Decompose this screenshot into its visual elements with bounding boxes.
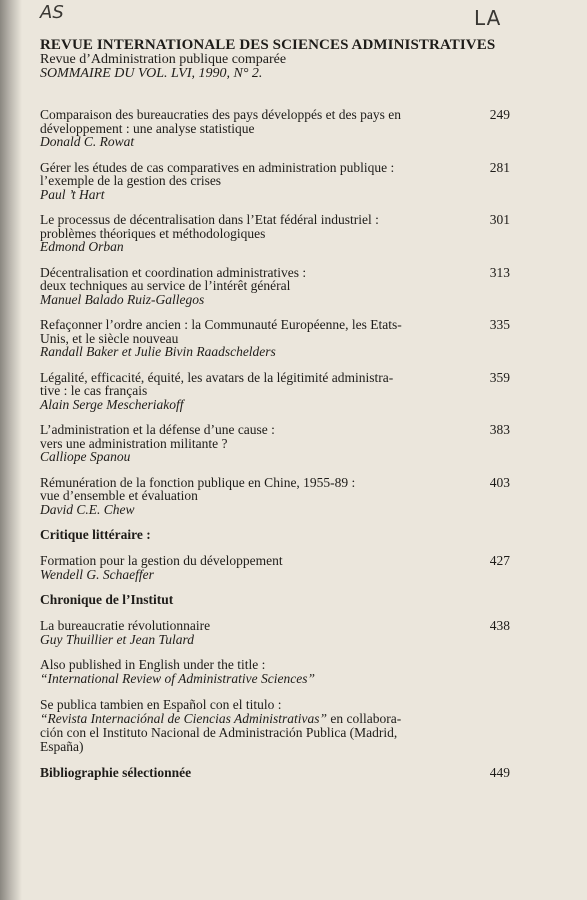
entry-author: Calliope Spanou	[40, 449, 131, 464]
journal-header	[40, 38, 560, 81]
entry-author: Guy Thuillier et Jean Tulard	[40, 631, 194, 647]
toc-entry	[40, 266, 510, 307]
binding-shadow	[0, 0, 22, 900]
entry-author: Wendell G. Schaeffer	[40, 566, 154, 582]
entry-page: 438	[489, 618, 510, 633]
handwritten-mark-left: AS	[40, 2, 64, 23]
entry-page: 281	[489, 159, 510, 175]
entry-author: Alain Serge Mescheriakoff	[40, 396, 184, 412]
toc-entry	[40, 619, 510, 646]
entry-author: David C.E. Chew	[40, 501, 135, 517]
toc-entry	[40, 318, 510, 359]
entry-page: 359	[489, 369, 510, 385]
entry-author: Donald C. Rowat	[40, 134, 135, 149]
entry-title: Gérer les études de cas comparatives en administration publique : l’exemple de la gestion des crises	[40, 159, 395, 188]
journal-subtitle: Revue d’Administration publique comparée	[40, 52, 287, 67]
entry-author: Edmond Orban	[40, 239, 124, 254]
entry-title: Légalité, efficacité, équité, les avatars de la légitimité administra- tive : le cas français	[40, 369, 394, 398]
entry-title: Rémunération de la fonction publique en Chine, 1955-89 : vue d’ensemble et évaluation	[40, 474, 356, 503]
entry-title: Comparaison des bureaucraties des pays développés et des pays en développement : une analyse statistique	[40, 107, 402, 136]
entry-title: La bureaucratie révolutionnaire	[40, 618, 211, 633]
spanish-edition-note: Se publica tambien en Español con el titulo : “Revista Internaciónal de Ciencias Administrativas” en collabora- ción con el Instituto Nacional de Administración Publica (Madrid, España)	[40, 697, 402, 754]
handwritten-mark-right: LA	[474, 6, 502, 30]
english-edition-note: Also published in English under the title : “International Review of Administrative Sciences”	[40, 657, 315, 686]
entry-page: 313	[489, 264, 510, 280]
bibliography-page: 449	[489, 765, 510, 780]
entry-page: 335	[489, 317, 510, 332]
entry-author: Randall Baker et Julie Bivin Raadschelders	[40, 344, 276, 359]
toc-entry	[40, 476, 510, 517]
entry-page: 383	[489, 422, 510, 437]
toc-entry	[40, 161, 510, 202]
bibliography-entry	[40, 766, 510, 780]
entry-page: 427	[489, 553, 510, 568]
section-heading-critique: Critique littéraire :	[40, 527, 151, 542]
entry-author: Paul ’t Hart	[40, 186, 105, 202]
toc-entry	[40, 423, 510, 464]
bibliography-label: Bibliographie sélectionnée	[40, 765, 192, 780]
toc-entry	[40, 371, 510, 412]
entry-author: Manuel Balado Ruiz-Gallegos	[40, 291, 205, 307]
entry-title: Le processus de décentralisation dans l’Etat fédéral industriel : problèmes théoriques et méthodologiques	[40, 212, 379, 241]
journal-title: REVUE INTERNATIONALE DES SCIENCES ADMINISTRATIVES	[40, 37, 496, 53]
entry-title: Refaçonner l’ordre ancien : la Communauté Européenne, les Etats- Unis, et le siècle nouveau	[40, 317, 402, 346]
entry-title: Décentralisation et coordination administratives : deux techniques au service de l’intérêt général	[40, 264, 307, 293]
issue-summary: SOMMAIRE DU VOL. LVI, 1990, N° 2.	[40, 66, 263, 81]
entry-title: Formation pour la gestion du développement	[40, 553, 283, 568]
table-of-contents	[40, 108, 510, 780]
section-heading-chronique: Chronique de l’Institut	[40, 592, 174, 607]
entry-title: L’administration et la défense d’une cause : vers une administration militante ?	[40, 422, 275, 451]
toc-entry	[40, 108, 510, 149]
entry-page: 301	[489, 212, 510, 227]
entry-page: 403	[489, 474, 510, 490]
toc-entry	[40, 554, 510, 581]
entry-page: 249	[489, 107, 510, 122]
toc-entry	[40, 213, 510, 254]
